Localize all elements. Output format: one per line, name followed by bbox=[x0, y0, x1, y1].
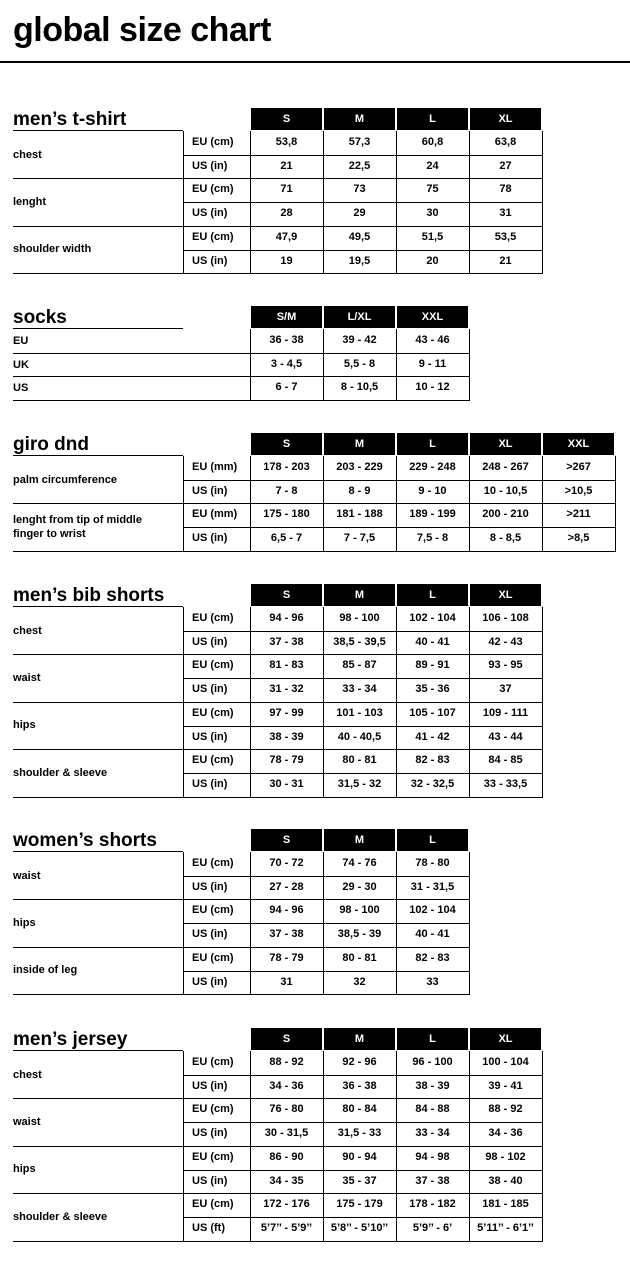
size-value: 70 - 72 bbox=[269, 857, 304, 869]
size-value: 39 - 42 bbox=[342, 334, 377, 346]
size-value: 98 - 100 bbox=[339, 612, 380, 624]
unit-label: US (in) bbox=[192, 777, 228, 790]
title-divider bbox=[0, 61, 630, 63]
size-value: 71 bbox=[280, 183, 293, 196]
row-group-label: shoulder & sleeve bbox=[13, 766, 108, 779]
unit-label: EU (cm) bbox=[192, 1103, 234, 1116]
size-header-m: M bbox=[324, 433, 395, 455]
column-divider bbox=[469, 329, 470, 401]
unit-label: EU (cm) bbox=[192, 230, 234, 243]
size-value: 53,8 bbox=[275, 136, 298, 148]
size-value: 109 - 111 bbox=[482, 706, 529, 719]
unit-label: US (in) bbox=[192, 928, 228, 941]
size-value: 33 - 33,5 bbox=[483, 777, 528, 790]
size-value: 78 - 79 bbox=[269, 951, 304, 964]
size-value: 102 - 104 bbox=[409, 904, 456, 917]
size-value: 89 - 91 bbox=[415, 659, 450, 672]
size-value: 78 - 80 bbox=[415, 857, 450, 869]
column-divider bbox=[323, 852, 324, 995]
row-divider bbox=[183, 726, 542, 727]
size-value: 6 - 7 bbox=[275, 381, 298, 394]
size-value: 35 - 36 bbox=[415, 683, 450, 696]
row-divider bbox=[13, 400, 469, 401]
row-divider bbox=[13, 947, 469, 948]
size-value: 7,5 - 8 bbox=[416, 532, 449, 545]
row-divider bbox=[13, 376, 469, 377]
size-value: 21 bbox=[499, 254, 512, 267]
row-divider bbox=[183, 923, 469, 924]
size-header-m: M bbox=[324, 108, 395, 130]
row-group-label: hips bbox=[13, 917, 36, 930]
size-value: 82 - 83 bbox=[415, 754, 450, 767]
unit-label: EU (cm) bbox=[192, 951, 234, 964]
size-header-xl: XL bbox=[470, 433, 541, 455]
row-divider bbox=[13, 503, 615, 504]
row-divider bbox=[183, 250, 542, 251]
size-value: 38,5 - 39,5 bbox=[333, 635, 386, 648]
column-divider bbox=[323, 607, 324, 798]
unit-label: US (in) bbox=[192, 683, 228, 696]
size-value: 21 bbox=[280, 159, 293, 172]
row-divider bbox=[13, 606, 183, 607]
size-value: 49,5 bbox=[348, 230, 371, 243]
size-value: 40 - 40,5 bbox=[337, 730, 382, 743]
size-value: 32 bbox=[353, 975, 366, 988]
row-group-label: shoulder width bbox=[13, 243, 92, 256]
size-value: 57,3 bbox=[348, 136, 371, 148]
row-divider bbox=[13, 1241, 542, 1242]
column-divider bbox=[183, 852, 184, 995]
row-divider bbox=[13, 654, 542, 655]
size-value: 8 - 9 bbox=[348, 484, 371, 497]
size-header-xxl: XXL bbox=[397, 306, 468, 328]
size-value: 30 - 31,5 bbox=[264, 1127, 309, 1140]
section-title: socks bbox=[13, 307, 67, 328]
size-value: 33 - 34 bbox=[415, 1127, 450, 1140]
unit-label: EU (cm) bbox=[192, 904, 234, 917]
size-value: 37 - 38 bbox=[269, 928, 304, 941]
page-title: global size chart bbox=[13, 11, 271, 49]
size-value: 30 - 31 bbox=[269, 777, 304, 790]
row-group-label: inside of leg bbox=[13, 964, 78, 977]
row-divider bbox=[183, 678, 542, 679]
row-divider bbox=[183, 1170, 542, 1171]
size-value: 51,5 bbox=[421, 230, 444, 243]
size-value: 96 - 100 bbox=[412, 1056, 453, 1068]
size-value: 19 bbox=[280, 254, 293, 267]
unit-label: US (ft) bbox=[192, 1221, 225, 1234]
size-value: 80 - 84 bbox=[342, 1103, 377, 1116]
size-value: 36 - 38 bbox=[342, 1079, 377, 1092]
size-header-l: L bbox=[397, 1028, 468, 1050]
size-value: 9 - 11 bbox=[418, 357, 447, 370]
size-value: 85 - 87 bbox=[342, 659, 377, 672]
size-header-s: S bbox=[251, 108, 322, 130]
row-divider bbox=[13, 551, 615, 552]
row-divider bbox=[183, 202, 542, 203]
row-divider bbox=[183, 631, 542, 632]
unit-label: US (in) bbox=[192, 975, 228, 988]
size-value: 40 - 41 bbox=[415, 635, 450, 648]
size-value: 203 - 229 bbox=[336, 461, 383, 473]
column-divider bbox=[183, 456, 184, 552]
row-group-label: hips bbox=[13, 719, 36, 732]
unit-label: EU (cm) bbox=[192, 857, 234, 869]
column-divider bbox=[542, 456, 543, 552]
row-divider bbox=[13, 702, 542, 703]
row-divider bbox=[183, 527, 615, 528]
size-value: 189 - 199 bbox=[409, 508, 456, 521]
row-divider bbox=[13, 994, 469, 995]
size-value: 78 - 79 bbox=[269, 754, 304, 767]
unit-label: US (in) bbox=[192, 254, 228, 267]
size-value: 31 - 32 bbox=[269, 683, 304, 696]
section-title: men’s jersey bbox=[13, 1029, 128, 1050]
size-value: 29 - 30 bbox=[342, 880, 377, 893]
column-divider bbox=[396, 607, 397, 798]
row-group-label: chest bbox=[13, 1068, 42, 1081]
size-value: 90 - 94 bbox=[342, 1150, 377, 1163]
column-divider bbox=[250, 329, 251, 401]
row-divider bbox=[13, 353, 469, 354]
row-divider bbox=[13, 899, 469, 900]
unit-label: US (in) bbox=[192, 880, 228, 893]
size-value: 38 - 40 bbox=[488, 1174, 523, 1187]
row-group-label: US bbox=[13, 382, 29, 395]
size-value: >211 bbox=[566, 508, 591, 521]
column-divider bbox=[250, 131, 251, 274]
row-group-label: chest bbox=[13, 148, 42, 161]
size-header-xl: XL bbox=[470, 1028, 541, 1050]
size-value: 32 - 32,5 bbox=[410, 777, 455, 790]
size-value: 6,5 - 7 bbox=[270, 532, 303, 545]
row-group-label: palm circumference bbox=[13, 473, 117, 486]
column-divider bbox=[250, 1051, 251, 1242]
size-value: 181 - 185 bbox=[482, 1198, 529, 1211]
size-value: 200 - 210 bbox=[482, 508, 529, 521]
column-divider bbox=[250, 607, 251, 798]
size-header-l-xl: L/XL bbox=[324, 306, 395, 328]
row-group-label: waist bbox=[13, 672, 41, 685]
unit-label: EU (cm) bbox=[192, 659, 234, 672]
size-value: 33 bbox=[426, 975, 439, 988]
row-group-label: waist bbox=[13, 1116, 41, 1129]
size-value: 178 - 203 bbox=[263, 461, 310, 473]
size-value: 105 - 107 bbox=[409, 706, 456, 719]
size-value: 74 - 76 bbox=[342, 857, 377, 869]
size-value: 38 - 39 bbox=[269, 730, 304, 743]
row-divider bbox=[13, 851, 183, 852]
size-value: 94 - 98 bbox=[415, 1150, 450, 1163]
size-value: 181 - 188 bbox=[336, 508, 383, 521]
size-header-m: M bbox=[324, 1028, 395, 1050]
row-divider bbox=[13, 455, 183, 456]
column-divider bbox=[542, 131, 543, 274]
size-value: 9 - 10 bbox=[418, 484, 447, 497]
size-value: 100 - 104 bbox=[482, 1056, 529, 1068]
column-divider bbox=[323, 329, 324, 401]
row-divider bbox=[13, 1098, 542, 1099]
size-value: 60,8 bbox=[421, 136, 444, 148]
size-header-m: M bbox=[324, 829, 395, 851]
size-value: 84 - 88 bbox=[415, 1103, 450, 1116]
size-value: 7 - 7,5 bbox=[343, 532, 376, 545]
row-divider bbox=[183, 773, 542, 774]
size-value: 40 - 41 bbox=[415, 928, 450, 941]
size-value: 101 - 103 bbox=[336, 706, 383, 719]
column-divider bbox=[542, 607, 543, 798]
size-value: 175 - 179 bbox=[336, 1198, 383, 1211]
size-header-l: L bbox=[397, 433, 468, 455]
size-header-xxl: XXL bbox=[543, 433, 614, 455]
size-value: 34 - 35 bbox=[269, 1174, 304, 1187]
size-value: 75 bbox=[426, 183, 439, 196]
size-value: 80 - 81 bbox=[342, 754, 377, 767]
size-value: 73 bbox=[353, 183, 366, 196]
size-value: 229 - 248 bbox=[409, 461, 456, 473]
unit-label: EU (cm) bbox=[192, 706, 234, 719]
size-header-xl: XL bbox=[470, 584, 541, 606]
size-value: 175 - 180 bbox=[263, 508, 310, 521]
size-value: 53,5 bbox=[494, 230, 517, 243]
size-value: 98 - 102 bbox=[485, 1150, 526, 1163]
size-header-xl: XL bbox=[470, 108, 541, 130]
size-header-s: S bbox=[251, 433, 322, 455]
column-divider bbox=[615, 456, 616, 552]
column-divider bbox=[323, 456, 324, 552]
size-header-l: L bbox=[397, 829, 468, 851]
row-divider bbox=[13, 273, 542, 274]
column-divider bbox=[469, 131, 470, 274]
size-value: 43 - 46 bbox=[415, 334, 450, 346]
size-value: 31 bbox=[280, 975, 293, 988]
size-value: 88 - 92 bbox=[488, 1103, 523, 1116]
column-divider bbox=[396, 329, 397, 401]
size-value: 41 - 42 bbox=[415, 730, 450, 743]
size-value: 86 - 90 bbox=[269, 1150, 304, 1163]
size-value: 98 - 100 bbox=[339, 904, 380, 917]
size-value: 94 - 96 bbox=[269, 904, 304, 917]
row-group-label: shoulder & sleeve bbox=[13, 1210, 108, 1223]
column-divider bbox=[396, 456, 397, 552]
unit-label: EU (cm) bbox=[192, 1198, 234, 1211]
size-value: 27 - 28 bbox=[269, 880, 304, 893]
size-value: 5’9’’ - 6’ bbox=[412, 1221, 453, 1234]
unit-label: EU (cm) bbox=[192, 754, 234, 767]
row-group-label: lenght from tip of middle finger to wrist bbox=[13, 514, 142, 541]
row-group-label: waist bbox=[13, 869, 41, 882]
size-value: 5’11’’ - 6’1’’ bbox=[477, 1221, 534, 1234]
size-value: 7 - 8 bbox=[275, 484, 298, 497]
unit-label: EU (cm) bbox=[192, 1150, 234, 1163]
size-value: 84 - 85 bbox=[488, 754, 523, 767]
size-value: 78 bbox=[499, 183, 512, 196]
size-value: 76 - 80 bbox=[269, 1103, 304, 1116]
size-value: 31 - 31,5 bbox=[410, 880, 455, 893]
row-divider bbox=[13, 797, 542, 798]
column-divider bbox=[396, 131, 397, 274]
size-value: 248 - 267 bbox=[482, 461, 529, 473]
size-value: 19,5 bbox=[348, 254, 371, 267]
size-value: 8 - 8,5 bbox=[489, 532, 522, 545]
row-divider bbox=[183, 1122, 542, 1123]
size-value: 27 bbox=[499, 159, 512, 172]
size-value: 5’7’’ - 5’9’’ bbox=[260, 1221, 313, 1234]
size-value: 88 - 92 bbox=[269, 1056, 304, 1068]
section-title: women’s shorts bbox=[13, 830, 157, 851]
unit-label: US (in) bbox=[192, 1174, 228, 1187]
row-divider bbox=[13, 328, 183, 329]
unit-label: EU (cm) bbox=[192, 136, 234, 148]
size-value: 29 bbox=[353, 207, 366, 220]
size-value: 81 - 83 bbox=[269, 659, 304, 672]
size-value: 43 - 44 bbox=[488, 730, 523, 743]
column-divider bbox=[323, 1051, 324, 1242]
size-value: 63,8 bbox=[494, 136, 517, 148]
row-group-label: lenght bbox=[13, 196, 46, 209]
unit-label: US (in) bbox=[192, 1079, 228, 1092]
size-value: 94 - 96 bbox=[269, 612, 304, 624]
size-value: 31 bbox=[499, 207, 512, 220]
row-divider bbox=[183, 155, 542, 156]
unit-label: EU (cm) bbox=[192, 183, 234, 196]
size-value: 37 - 38 bbox=[415, 1174, 450, 1187]
size-value: 37 bbox=[499, 683, 512, 696]
size-value: 31,5 - 33 bbox=[337, 1127, 382, 1140]
size-value: 31,5 - 32 bbox=[337, 777, 382, 790]
column-divider bbox=[183, 131, 184, 274]
row-divider bbox=[13, 1146, 542, 1147]
row-group-label: UK bbox=[13, 358, 29, 371]
row-divider bbox=[13, 1193, 542, 1194]
size-value: >267 bbox=[566, 461, 591, 473]
row-group-label: chest bbox=[13, 624, 42, 637]
size-value: 106 - 108 bbox=[482, 612, 529, 624]
size-value: 82 - 83 bbox=[415, 951, 450, 964]
size-value: 24 bbox=[426, 159, 439, 172]
row-divider bbox=[13, 226, 542, 227]
section-title: men’s t-shirt bbox=[13, 109, 127, 130]
size-value: 30 bbox=[426, 207, 439, 220]
size-header-s: S bbox=[251, 829, 322, 851]
unit-label: US (in) bbox=[192, 159, 228, 172]
column-divider bbox=[323, 131, 324, 274]
column-divider bbox=[396, 1051, 397, 1242]
unit-label: US (in) bbox=[192, 1127, 228, 1140]
section-title: giro dnd bbox=[13, 434, 89, 455]
size-header-s: S bbox=[251, 584, 322, 606]
size-value: 38 - 39 bbox=[415, 1079, 450, 1092]
size-value: 10 - 10,5 bbox=[483, 484, 528, 497]
unit-label: EU (cm) bbox=[192, 1056, 234, 1068]
column-divider bbox=[396, 852, 397, 995]
size-value: 178 - 182 bbox=[409, 1198, 456, 1211]
size-header-m: M bbox=[324, 584, 395, 606]
row-group-label: hips bbox=[13, 1163, 36, 1176]
size-value: 39 - 41 bbox=[488, 1079, 523, 1092]
unit-label: US (in) bbox=[192, 730, 228, 743]
row-divider bbox=[183, 876, 469, 877]
size-value: 42 - 43 bbox=[488, 635, 523, 648]
size-value: 97 - 99 bbox=[269, 706, 304, 719]
column-divider bbox=[542, 1051, 543, 1242]
row-group-label: EU bbox=[13, 334, 29, 347]
size-value: >10,5 bbox=[564, 484, 593, 497]
unit-label: EU (mm) bbox=[192, 461, 238, 473]
column-divider bbox=[183, 607, 184, 798]
size-value: 3 - 4,5 bbox=[270, 357, 303, 370]
section-title: men’s bib shorts bbox=[13, 585, 165, 606]
size-header-l: L bbox=[397, 108, 468, 130]
column-divider bbox=[469, 1051, 470, 1242]
column-divider bbox=[469, 456, 470, 552]
size-value: 47,9 bbox=[275, 230, 298, 243]
size-value: 37 - 38 bbox=[269, 635, 304, 648]
row-divider bbox=[183, 971, 469, 972]
column-divider bbox=[469, 852, 470, 995]
unit-label: EU (mm) bbox=[192, 508, 238, 521]
unit-label: US (in) bbox=[192, 532, 228, 545]
row-divider bbox=[13, 178, 542, 179]
unit-label: US (in) bbox=[192, 635, 228, 648]
size-value: 28 bbox=[280, 207, 293, 220]
size-header-s: S bbox=[251, 1028, 322, 1050]
size-value: 102 - 104 bbox=[409, 612, 456, 624]
row-divider bbox=[183, 480, 615, 481]
unit-label: US (in) bbox=[192, 207, 228, 220]
size-value: 8 - 10,5 bbox=[340, 381, 379, 394]
row-divider bbox=[13, 1050, 183, 1051]
unit-label: EU (cm) bbox=[192, 612, 234, 624]
size-header-s-m: S/M bbox=[251, 306, 322, 328]
size-value: 20 bbox=[426, 254, 439, 267]
size-value: 10 - 12 bbox=[415, 381, 450, 394]
size-value: 5,5 - 8 bbox=[343, 357, 376, 370]
row-divider bbox=[13, 749, 542, 750]
size-value: 33 - 34 bbox=[342, 683, 377, 696]
column-divider bbox=[250, 456, 251, 552]
size-header-l: L bbox=[397, 584, 468, 606]
column-divider bbox=[250, 852, 251, 995]
size-value: 92 - 96 bbox=[342, 1056, 377, 1068]
size-value: 36 - 38 bbox=[269, 334, 304, 346]
row-divider bbox=[183, 1075, 542, 1076]
size-value: 80 - 81 bbox=[342, 951, 377, 964]
row-divider bbox=[183, 1217, 542, 1218]
size-value: 22,5 bbox=[348, 159, 371, 172]
size-value: 172 - 176 bbox=[263, 1198, 310, 1211]
size-value: 34 - 36 bbox=[269, 1079, 304, 1092]
unit-label: US (in) bbox=[192, 484, 228, 497]
row-divider bbox=[13, 130, 183, 131]
column-divider bbox=[469, 607, 470, 798]
size-value: 35 - 37 bbox=[342, 1174, 377, 1187]
column-divider bbox=[183, 1051, 184, 1242]
size-value: 5’8’’ - 5’10’’ bbox=[330, 1221, 389, 1234]
size-value: >8,5 bbox=[567, 532, 590, 545]
size-value: 34 - 36 bbox=[488, 1127, 523, 1140]
size-value: 93 - 95 bbox=[488, 659, 523, 672]
size-value: 38,5 - 39 bbox=[337, 928, 382, 941]
